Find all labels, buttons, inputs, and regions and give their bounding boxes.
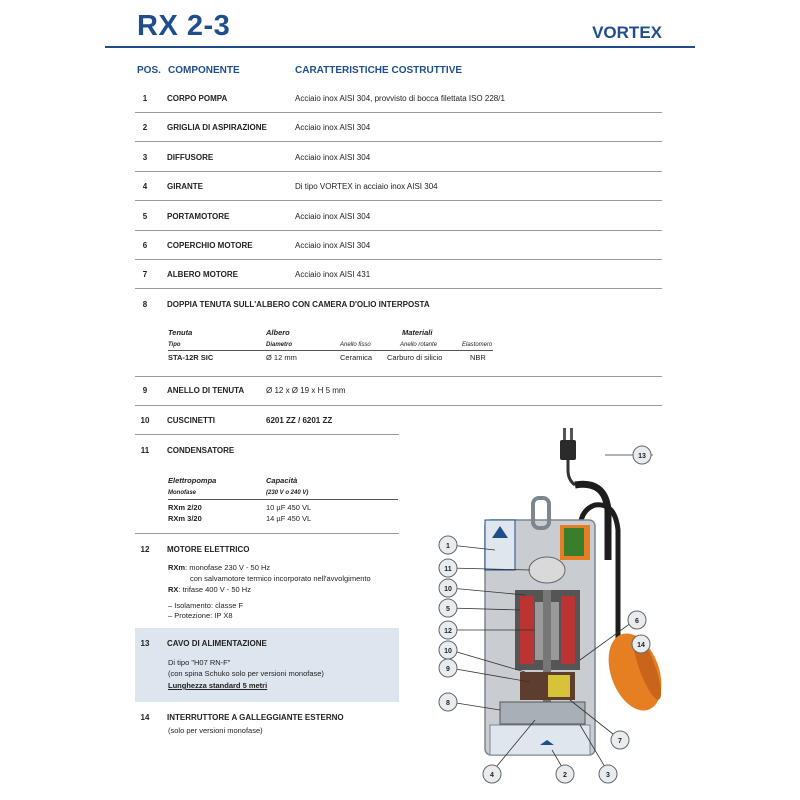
row-name: CORPO POMPA bbox=[167, 94, 228, 103]
row-number: 9 bbox=[142, 386, 148, 395]
seal-header-tenuta: Tenuta bbox=[168, 328, 193, 337]
capacitor-model: RXm 2/20 bbox=[168, 503, 202, 512]
row-divider bbox=[135, 259, 662, 260]
motor-insulation: – Isolamento: classe F bbox=[168, 601, 244, 610]
seal-value-diametro: Ø 12 mm bbox=[266, 353, 297, 362]
capacitor-header-capacity: Capacità bbox=[266, 476, 298, 485]
motor-rx-line bbox=[168, 585, 251, 594]
row-number: 8 bbox=[142, 300, 148, 309]
capacitor-model: RXm 3/20 bbox=[168, 514, 202, 523]
callout-label-4: 4 bbox=[490, 772, 494, 779]
row-name: MOTORE ELETTRICO bbox=[167, 545, 250, 554]
row-divider bbox=[135, 171, 662, 172]
row-desc: Acciaio inox AISI 304 bbox=[295, 241, 371, 250]
row-number: 6 bbox=[142, 241, 148, 250]
capacitor-value: 10 µF 450 VL bbox=[266, 503, 312, 512]
cable-plug-note: (con spina Schuko solo per versioni monofase) bbox=[168, 669, 324, 678]
row-divider bbox=[135, 376, 662, 377]
seal-sub-tipo: Tipo bbox=[168, 342, 181, 348]
row-name: GRIGLIA DI ASPIRAZIONE bbox=[167, 123, 267, 132]
callout-label-3: 3 bbox=[606, 772, 610, 779]
callout-label-7: 7 bbox=[618, 738, 622, 745]
capacitor-header-pump: Elettropompa bbox=[168, 476, 217, 485]
capacitor-sub-pump: Monofase bbox=[168, 490, 197, 496]
page-title: RX 2-3 bbox=[137, 10, 231, 42]
row-name: CONDENSATORE bbox=[167, 446, 235, 455]
row-number: 14 bbox=[140, 713, 150, 722]
seal-value-tipo: STA-12R SIC bbox=[168, 353, 214, 362]
motor-protection: – Protezione: IP X8 bbox=[168, 611, 233, 620]
row-name: ALBERO MOTORE bbox=[167, 270, 238, 279]
seal-sub-rotante: Anello rotante bbox=[400, 342, 438, 348]
callout-label-14: 14 bbox=[637, 642, 645, 649]
row-divider bbox=[135, 288, 662, 289]
capacitor-divider bbox=[168, 499, 398, 500]
row-desc: Acciaio inox AISI 304 bbox=[295, 212, 371, 221]
row-name: COPERCHIO MOTORE bbox=[167, 241, 253, 250]
row-divider bbox=[135, 405, 662, 406]
capacitor-value: 14 µF 450 VL bbox=[266, 514, 312, 523]
row-number: 11 bbox=[140, 446, 150, 455]
row-desc: Ø 12 x Ø 19 x H 5 mm bbox=[266, 386, 346, 395]
column-header-component: COMPONENTE bbox=[168, 65, 240, 76]
callout-label-9: 9 bbox=[446, 666, 450, 673]
cable-length: Lunghezza standard 5 metri bbox=[168, 681, 268, 690]
seal-value-fisso: Ceramica bbox=[340, 353, 373, 362]
callout-label-10: 10 bbox=[444, 586, 452, 593]
row-desc: Acciaio inox AISI 304 bbox=[295, 123, 371, 132]
seal-sub-diametro: Diametro bbox=[266, 342, 293, 348]
callout-label-8: 8 bbox=[446, 700, 450, 707]
row-name: GIRANTE bbox=[167, 182, 203, 191]
row-name: DOPPIA TENUTA SULL'ALBERO CON CAMERA D'OLIO INTERPOSTA bbox=[167, 300, 430, 309]
row-divider bbox=[135, 434, 399, 435]
motor-rx-label: RX bbox=[168, 585, 179, 594]
switch-note: (solo per versioni monofase) bbox=[168, 726, 263, 735]
seal-divider bbox=[168, 350, 493, 351]
motor-rx-text: : trifase 400 V - 50 Hz bbox=[178, 585, 251, 594]
row-number: 4 bbox=[142, 182, 148, 191]
row-number: 1 bbox=[142, 94, 148, 103]
row-number: 3 bbox=[142, 153, 148, 162]
callout-label-12: 12 bbox=[444, 628, 452, 635]
pump-cross-section-diagram bbox=[430, 410, 670, 790]
callout-label-11: 11 bbox=[444, 566, 452, 573]
row-number: 2 bbox=[142, 123, 148, 132]
motor-rxm-text: : monofase 230 V - 50 Hz bbox=[185, 563, 271, 572]
row-name: DIFFUSORE bbox=[167, 153, 214, 162]
row-divider bbox=[135, 533, 399, 534]
row-divider bbox=[135, 112, 662, 113]
seal-sub-fisso: Anello fisso bbox=[340, 342, 371, 348]
plug-icon bbox=[560, 440, 576, 460]
callout-label-5: 5 bbox=[446, 606, 450, 613]
cable-type: Di tipo "H07 RN-F" bbox=[168, 658, 231, 667]
row-number: 10 bbox=[140, 416, 150, 425]
column-header-features: CARATTERISTICHE COSTRUTTIVE bbox=[295, 65, 463, 76]
row-desc: Acciaio inox AISI 304 bbox=[295, 153, 371, 162]
row-number: 7 bbox=[142, 270, 148, 279]
row-number: 12 bbox=[140, 545, 150, 554]
seal-header-materiali: Materiali bbox=[402, 328, 433, 337]
row-name: INTERRUTTORE A GALLEGGIANTE ESTERNO bbox=[167, 713, 344, 722]
motor-rxm-protection: con salvamotore termico incorporato nell'avvolgimento bbox=[190, 574, 371, 583]
motor-rxm-line bbox=[168, 563, 270, 572]
seal-value-elastomero: NBR bbox=[470, 353, 486, 362]
callout-label-13: 13 bbox=[638, 453, 646, 460]
series-label: VORTEX bbox=[592, 23, 662, 42]
row-divider bbox=[135, 230, 662, 231]
seal-sub-elastomero: Elastomero bbox=[462, 342, 493, 348]
row-desc: Acciaio inox AISI 431 bbox=[295, 270, 371, 279]
pump-drawing bbox=[430, 410, 670, 790]
column-header-pos: POS. bbox=[137, 65, 161, 76]
row-name: PORTAMOTORE bbox=[167, 212, 230, 221]
capacitor-sub-capacity: (230 V o 240 V) bbox=[266, 490, 309, 496]
motor-rxm-label: RXm bbox=[168, 563, 186, 572]
row-number: 13 bbox=[140, 639, 150, 648]
callout-label-2: 2 bbox=[563, 772, 567, 779]
callout-label-6: 6 bbox=[635, 618, 639, 625]
row-name: ANELLO DI TENUTA bbox=[167, 386, 245, 395]
row-divider bbox=[135, 200, 662, 201]
callout-label-1: 1 bbox=[446, 543, 450, 550]
callout-label-10b: 10 bbox=[444, 648, 452, 655]
seal-header-albero: Albero bbox=[266, 328, 290, 337]
row-desc: 6201 ZZ / 6201 ZZ bbox=[266, 416, 333, 425]
row-name: CAVO DI ALIMENTAZIONE bbox=[167, 639, 267, 648]
row-divider bbox=[135, 141, 662, 142]
row-desc: Di tipo VORTEX in acciaio inox AISI 304 bbox=[295, 182, 438, 191]
title-rule bbox=[105, 46, 695, 48]
row-number: 5 bbox=[142, 212, 148, 221]
row-name: CUSCINETTI bbox=[167, 416, 215, 425]
seal-value-rotante: Carburo di silicio bbox=[387, 353, 443, 362]
row-desc: Acciaio inox AISI 304, provvisto di bocca filettata ISO 228/1 bbox=[295, 94, 505, 103]
